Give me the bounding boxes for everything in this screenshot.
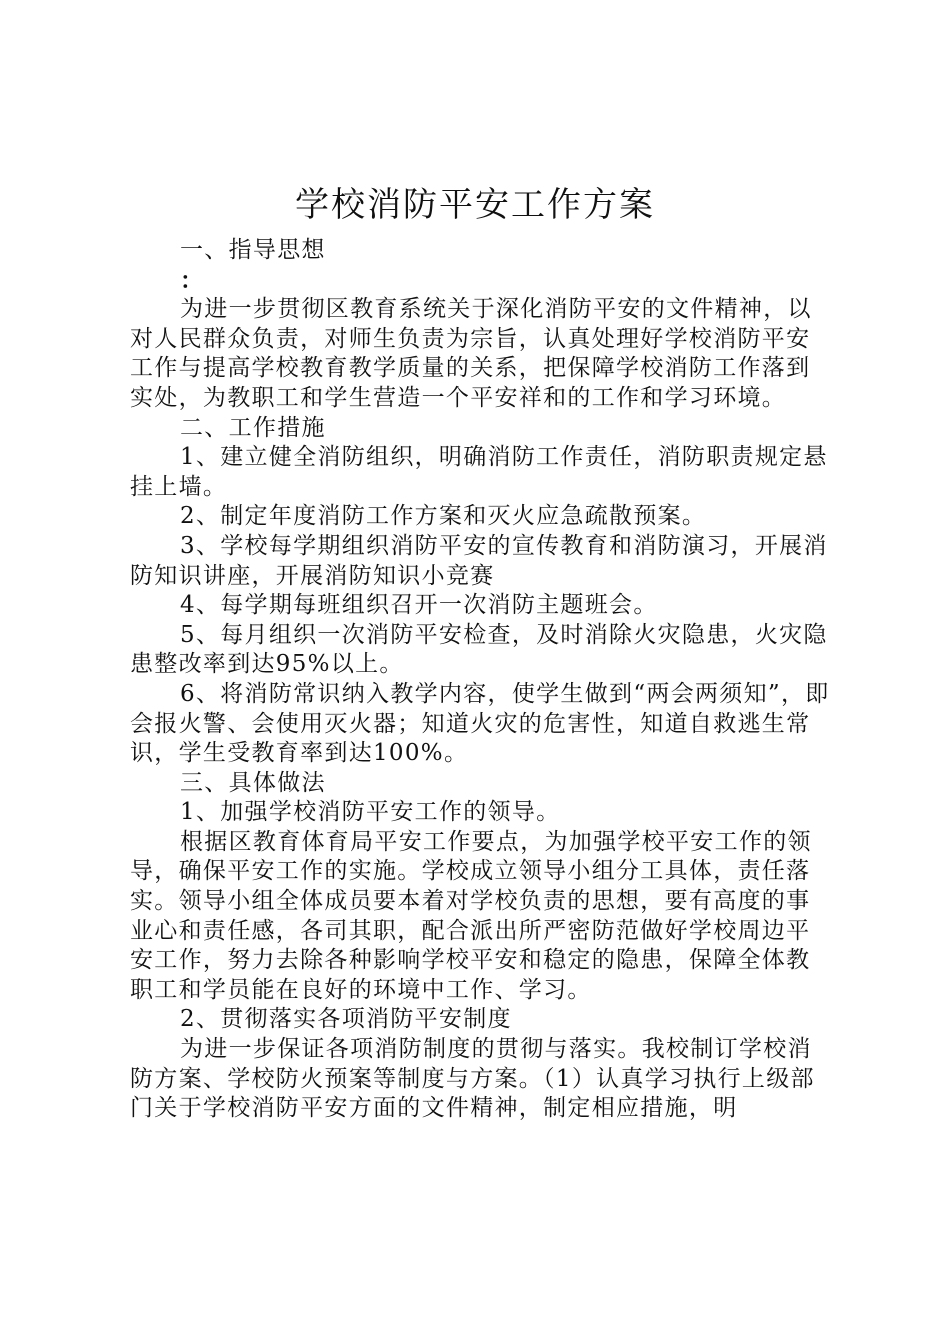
paragraph: 根据区教育体育局平安工作要点，为加强学校平安工作的领导，确保平安工作的实施。学校成立领导小组分工具体，责任落实。领导小组全体成员要本着对学校负责的思想，要有高度的事业心和责任感，各司其职，配合派出所严密防范做好学校周边平安工作，努力去除各种影响学校平安和稳定的隐患，保障全体教职工和学员能在良好的环境中工作、学习。 (130, 828, 812, 1003)
section-heading-specific-methods: 三、具体做法 (180, 769, 326, 796)
measure-item-2: 2、制定年度消防工作方案和灭火应急疏散预案。 (180, 503, 707, 530)
measure-item-4: 4、每学期每班组织召开一次消防主题班会。 (180, 592, 658, 619)
section-heading-work-measures: 二、工作措施 (180, 414, 326, 441)
paragraph: 为进一步保证各项消防制度的贯彻与落实。我校制订学校消防方案、学校防火预案等制度与方案。（1）认真学习执行上级部门关于学校消防平安方面的文件精神，制定相应措施，明 (130, 1036, 815, 1122)
paragraph: 为进一步贯彻区教育系统关于深化消防平安的文件精神，以对人民群众负责，对师生负责为宗旨，认真处理好学校消防平安工作与提高学校教育教学质量的关系，把保障学校消防工作落到实处，为教职工和学生营造一个平安祥和的工作和学习环境。 (130, 296, 812, 411)
measure-item-3: 3、学校每学期组织消防平安的宣传教育和消防演习，开展消防知识讲座，开展消防知识小竞赛 (130, 532, 828, 589)
measure-item-5: 5、每月组织一次消防平安检查，及时消除火灾隐患，火灾隐患整改率到达95%以上。 (130, 621, 828, 678)
measure-item-6: 6、将消防常识纳入教学内容，使学生做到“两会两须知”，即会报火警、会使用灭火器；知道火灾的危害性，知道自救逃生常识，学生受教育率到达100%。 (130, 680, 830, 767)
method-item-2: 2、贯彻落实各项消防平安制度 (180, 1006, 512, 1033)
measure-item-1: 1、建立健全消防组织，明确消防工作责任，消防职责规定悬挂上墙。 (130, 444, 828, 500)
document-body (130, 236, 830, 1124)
method-item-1: 1、加强学校消防平安工作的领导。 (180, 799, 561, 826)
section-heading-guiding-ideology: 一、指导思想 (180, 237, 326, 263)
colon-line: ： (180, 266, 205, 294)
document-title: 学校消防平安工作方案 (295, 185, 655, 225)
